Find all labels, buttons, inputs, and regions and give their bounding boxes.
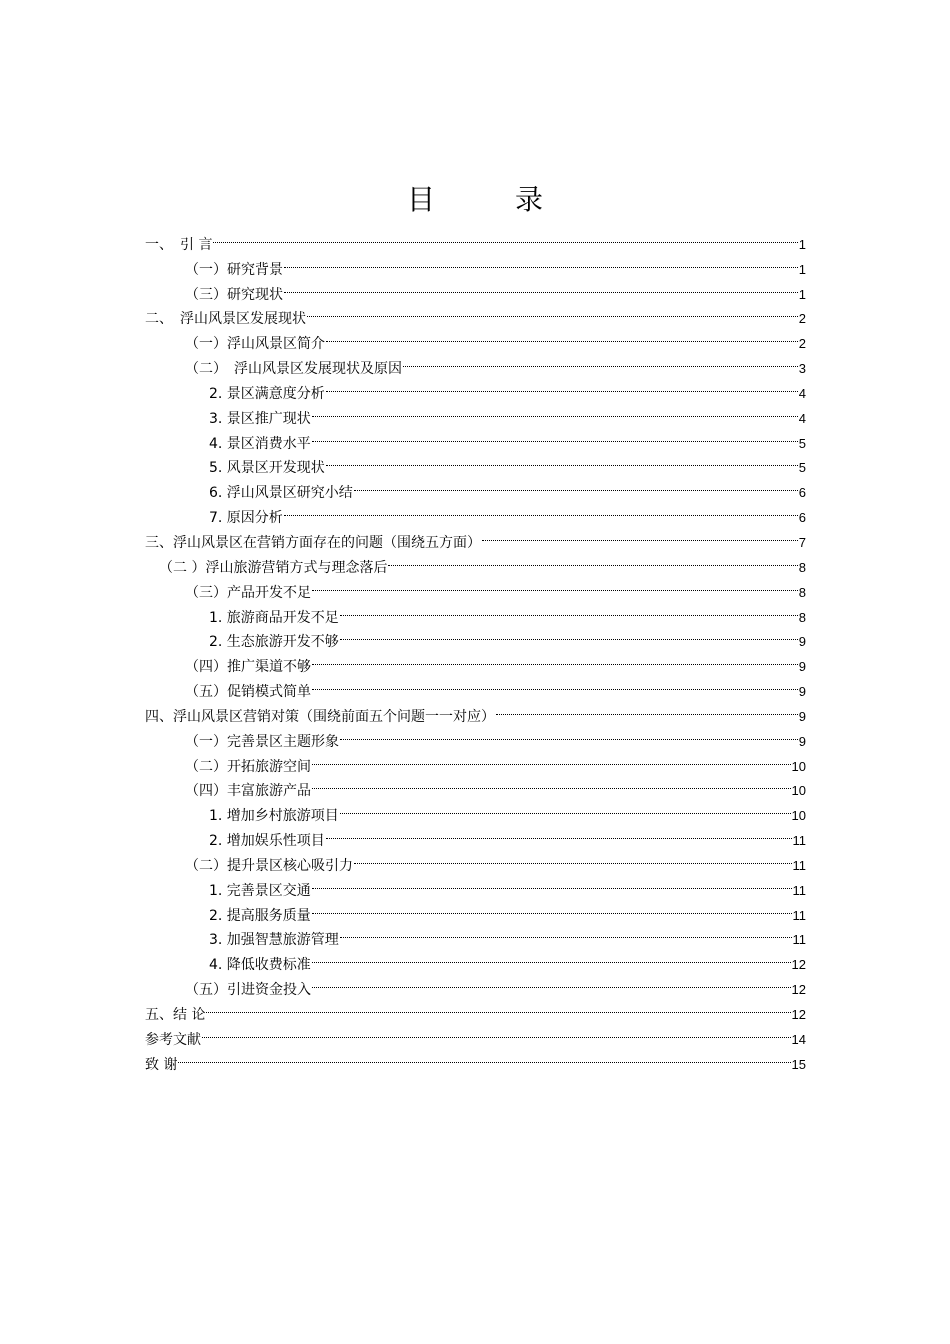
toc-page-number: 11 [792,833,806,849]
toc-dot-leader [311,423,799,448]
toc-page-number: 4 [798,410,806,426]
toc-dot-leader [201,1019,792,1044]
toc-dot-leader [311,746,792,771]
toc-dot-leader [353,472,799,497]
toc-dot-leader [481,522,799,547]
toc-dot-leader [311,771,792,796]
toc-dot-leader [283,274,799,299]
toc-dot-leader [283,497,799,522]
toc-dot-leader [311,398,799,423]
toc-page-number: 6 [798,510,806,526]
toc-entry-label: 2. 提高服务质量 [209,907,311,924]
toc-dot-leader [339,597,799,622]
toc-entry-label: （二）提升景区核心吸引力 [185,857,353,874]
toc-page-number: 12 [791,1007,806,1022]
toc-entry-label: 五、结 论 [145,1007,206,1023]
toc-entry-label: 2. 景区满意度分析 [209,385,325,402]
toc-page-number: 1 [798,286,806,302]
toc-entry-label: 1. 增加乡村旅游项目 [209,808,339,825]
toc-entry-label: 4. 降低收费标准 [209,957,311,974]
toc-dot-leader [212,224,798,249]
toc-entry-label: （二） 浮山风景区发展现状及原因 [185,361,402,378]
toc-page-number: 1 [798,236,806,252]
toc-dot-leader [325,820,793,845]
toc-dot-leader [495,696,799,721]
toc-dot-leader [177,1044,791,1069]
toc-entry-label: （四）推广渠道不够 [185,659,311,676]
toc-entry-label: （一）研究背景 [185,261,283,278]
toc-page-number: 8 [798,609,806,625]
toc-page-number: 12 [791,957,806,973]
toc-entry-label: 参考文献 [145,1031,201,1048]
toc-entry-label: 3. 加强智慧旅游管理 [209,932,339,949]
toc-page-number: 5 [798,435,806,451]
toc-page-number: 8 [798,559,806,575]
toc-entry-label: （三）产品开发不足 [185,584,311,601]
toc-entry-label: （二 ）浮山旅游营销方式与理念落后 [159,559,388,576]
toc-dot-leader [339,795,792,820]
toc-page-number: 2 [798,336,806,352]
toc-dot-leader [353,845,793,870]
toc-dot-leader [339,721,799,746]
toc-dot-leader [339,920,793,945]
toc-dot-leader [311,646,799,671]
toc-page-number: 11 [792,882,806,898]
toc-page-number: 4 [798,385,806,401]
toc-entry-label: 3. 景区推广现状 [209,410,311,427]
toc-entry[interactable] [145,1044,806,1073]
toc-entry-label: （一）完善景区主题形象 [185,733,339,750]
toc-page-number: 11 [792,932,806,948]
toc-page-number: 11 [792,857,806,873]
toc-page-number: 5 [798,460,806,476]
toc-entry-label: 7. 原因分析 [209,510,283,527]
toc-entry-label: （三）研究现状 [185,286,283,303]
toc-entry[interactable] [145,249,806,278]
toc-dot-leader [311,969,792,994]
toc-page-number: 9 [798,733,806,749]
toc-entry-label: 6. 浮山风景区研究小结 [209,485,353,502]
toc-entry-label: （五）引进资金投入 [185,982,311,999]
toc-page-number: 1 [798,261,806,277]
toc-page-number: 9 [798,634,806,650]
toc-page-number: 9 [798,684,806,700]
toc-dot-leader [325,448,799,473]
toc-dot-leader [311,895,793,920]
toc-dot-leader [311,671,799,696]
toc-entry-label: （五）促销模式简单 [185,684,311,701]
toc-entry-label: （一）浮山风景区简介 [185,336,325,353]
toc-dot-leader [311,572,799,597]
toc-dot-leader [339,622,799,647]
toc-page-number: 10 [791,758,806,774]
toc-dot-leader [311,870,793,895]
toc-entry-label: 1. 旅游商品开发不足 [209,609,339,626]
toc-page-number: 10 [791,783,806,799]
toc-entry-label: （四）丰富旅游产品 [185,783,311,800]
toc-entry[interactable] [145,1019,806,1048]
toc-dot-leader [325,323,799,348]
toc-page-number: 10 [791,808,806,824]
toc-dot-leader [325,373,799,398]
table-of-contents [145,224,806,1073]
toc-entry-label: 5. 风景区开发现状 [209,460,325,477]
toc-entry-label: 1. 完善景区交通 [209,882,311,899]
toc-entry-label: 二、 浮山风景区发展现状 [145,311,306,328]
toc-entry-label: 一、 引 言 [145,236,213,253]
toc-page-number: 6 [798,485,806,501]
page-title: 目 录 [406,183,569,216]
toc-entry[interactable] [145,224,806,253]
toc-dot-leader [205,994,791,1019]
toc-page-number: 9 [798,708,806,724]
toc-page-number: 7 [798,534,806,550]
toc-entry-label: 三、浮山风景区在营销方面存在的问题（围绕五方面） [145,534,481,551]
toc-page-number: 14 [791,1031,806,1047]
toc-page-number: 9 [798,659,806,675]
toc-dot-leader [311,944,792,969]
toc-page-number: 8 [798,584,806,600]
toc-entry-label: 2. 增加娱乐性项目 [209,833,325,850]
toc-page-number: 11 [792,907,806,923]
toc-dot-leader [402,348,799,373]
toc-dot-leader [283,249,799,274]
toc-entry-label: 4. 景区消费水平 [209,435,311,452]
toc-entry-label: 2. 生态旅游开发不够 [209,634,339,651]
toc-entry-label: （二）开拓旅游空间 [185,758,311,775]
toc-entry[interactable] [145,994,806,1023]
toc-page-number: 12 [791,982,806,998]
toc-entry-label: 致 谢 [145,1056,178,1073]
toc-dot-leader [387,547,798,572]
toc-page-number: 15 [791,1056,806,1072]
toc-dot-leader [306,299,799,324]
toc-entry-label: 四、浮山风景区营销对策（围绕前面五个问题一一对应） [145,708,495,725]
toc-page-number: 2 [798,311,806,327]
toc-page-number: 3 [798,361,806,377]
